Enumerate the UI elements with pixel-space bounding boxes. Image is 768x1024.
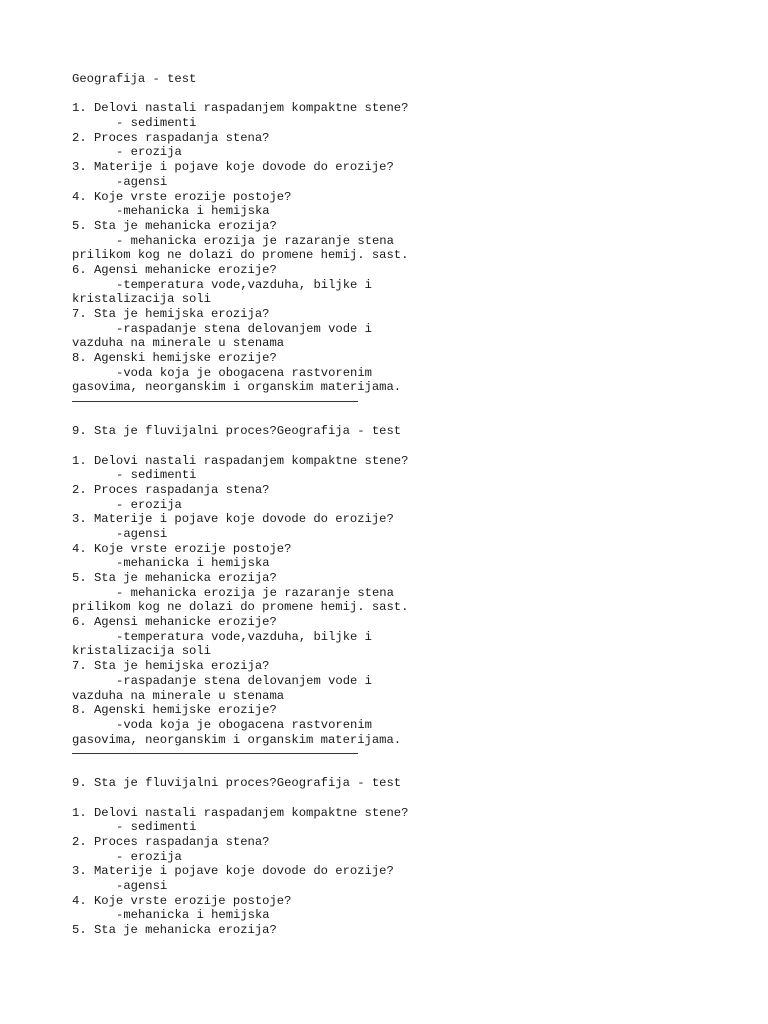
answer: - erozija: [116, 849, 182, 864]
answer: - sedimenti: [116, 116, 197, 131]
answer-continuation: kristalizacija soli: [72, 292, 211, 307]
question: 3. Materije i pojave koje dovode do erozije?: [72, 160, 394, 175]
question: 8. Agenski hemijske erozije?: [72, 703, 277, 718]
question: 6. Agensi mehanicke erozije?: [72, 262, 277, 277]
answer: - mehanicka erozija je razaranje stena: [116, 585, 394, 600]
answer: -voda koja je obogacena rastvorenim: [116, 365, 372, 380]
question: 5. Sta je mehanicka erozija?: [72, 218, 277, 233]
question-9: 9. Sta je fluvijalni proces?Geografija - test: [72, 424, 402, 439]
answer-continuation: vazduha na minerale u stenama: [72, 336, 285, 351]
question: 7. Sta je hemijska erozija?: [72, 659, 270, 674]
answer-continuation: prilikom kog ne dolazi do promene hemij. sast.: [72, 248, 409, 263]
answer-continuation: gasovima, neorganskim i organskim materijama.: [72, 732, 402, 747]
answer-continuation: gasovima, neorganskim i organskim materijama.: [72, 380, 402, 395]
answer: - sedimenti: [116, 820, 197, 835]
blank-line: [72, 791, 692, 806]
answer: -mehanicka i hemijska: [116, 556, 270, 571]
answer: -mehanicka i hemijska: [116, 908, 270, 923]
question: 4. Koje vrste erozije postoje?: [72, 189, 292, 204]
answer: - sedimenti: [116, 468, 197, 483]
divider-rule: [72, 753, 358, 754]
question: 2. Proces raspadanja stena?: [72, 130, 270, 145]
question-list-2: [72, 454, 692, 748]
question-list-1: [72, 101, 692, 395]
question: 6. Agensi mehanicke erozije?: [72, 615, 277, 630]
question: 2. Proces raspadanja stena?: [72, 482, 270, 497]
answer: -raspadanje stena delovanjem vode i: [116, 673, 372, 688]
answer: -agensi: [116, 879, 168, 894]
answer: -agensi: [116, 174, 168, 189]
answer-continuation: vazduha na minerale u stenama: [72, 688, 285, 703]
question: 8. Agenski hemijske erozije?: [72, 351, 277, 366]
question: 1. Delovi nastali raspadanjem kompaktne stene?: [72, 453, 409, 468]
question: 2. Proces raspadanja stena?: [72, 835, 270, 849]
blank-line: [72, 439, 692, 454]
question-9: 9. Sta je fluvijalni proces?Geografija - test: [72, 776, 402, 791]
answer: -voda koja je obogacena rastvorenim: [116, 717, 372, 732]
answer: - erozija: [116, 145, 182, 160]
document-title: Geografija - test: [72, 72, 197, 86]
answer: - mehanicka erozija je razaranje stena: [116, 233, 394, 248]
question: 5. Sta je mehanicka erozija?: [72, 571, 277, 585]
question: 3. Materije i pojave koje dovode do erozije?: [72, 512, 394, 527]
divider-rule: [72, 401, 358, 402]
question: 3. Materije i pojave koje dovode do erozije?: [72, 864, 394, 879]
answer: -temperatura vode,vazduha, biljke i: [116, 277, 372, 292]
question: 4. Koje vrste erozije postoje?: [72, 541, 292, 556]
answer: -raspadanje stena delovanjem vode i: [116, 321, 372, 336]
question-list-3: [72, 806, 692, 938]
question: 7. Sta je hemijska erozija?: [72, 307, 270, 321]
answer-continuation: kristalizacija soli: [72, 644, 211, 659]
question: 1. Delovi nastali raspadanjem kompaktne stene?: [72, 805, 409, 820]
answer: -agensi: [116, 526, 168, 541]
answer: -mehanicka i hemijska: [116, 204, 270, 219]
answer-continuation: prilikom kog ne dolazi do promene hemij. sast.: [72, 600, 409, 615]
blank-line: [72, 87, 692, 102]
question: 5. Sta je mehanicka erozija?: [72, 923, 277, 938]
answer: - erozija: [116, 497, 182, 512]
question: 1. Delovi nastali raspadanjem kompaktne stene?: [72, 101, 409, 116]
answer: -temperatura vode,vazduha, biljke i: [116, 629, 372, 644]
question: 4. Koje vrste erozije postoje?: [72, 893, 292, 908]
document-page: [72, 72, 692, 938]
